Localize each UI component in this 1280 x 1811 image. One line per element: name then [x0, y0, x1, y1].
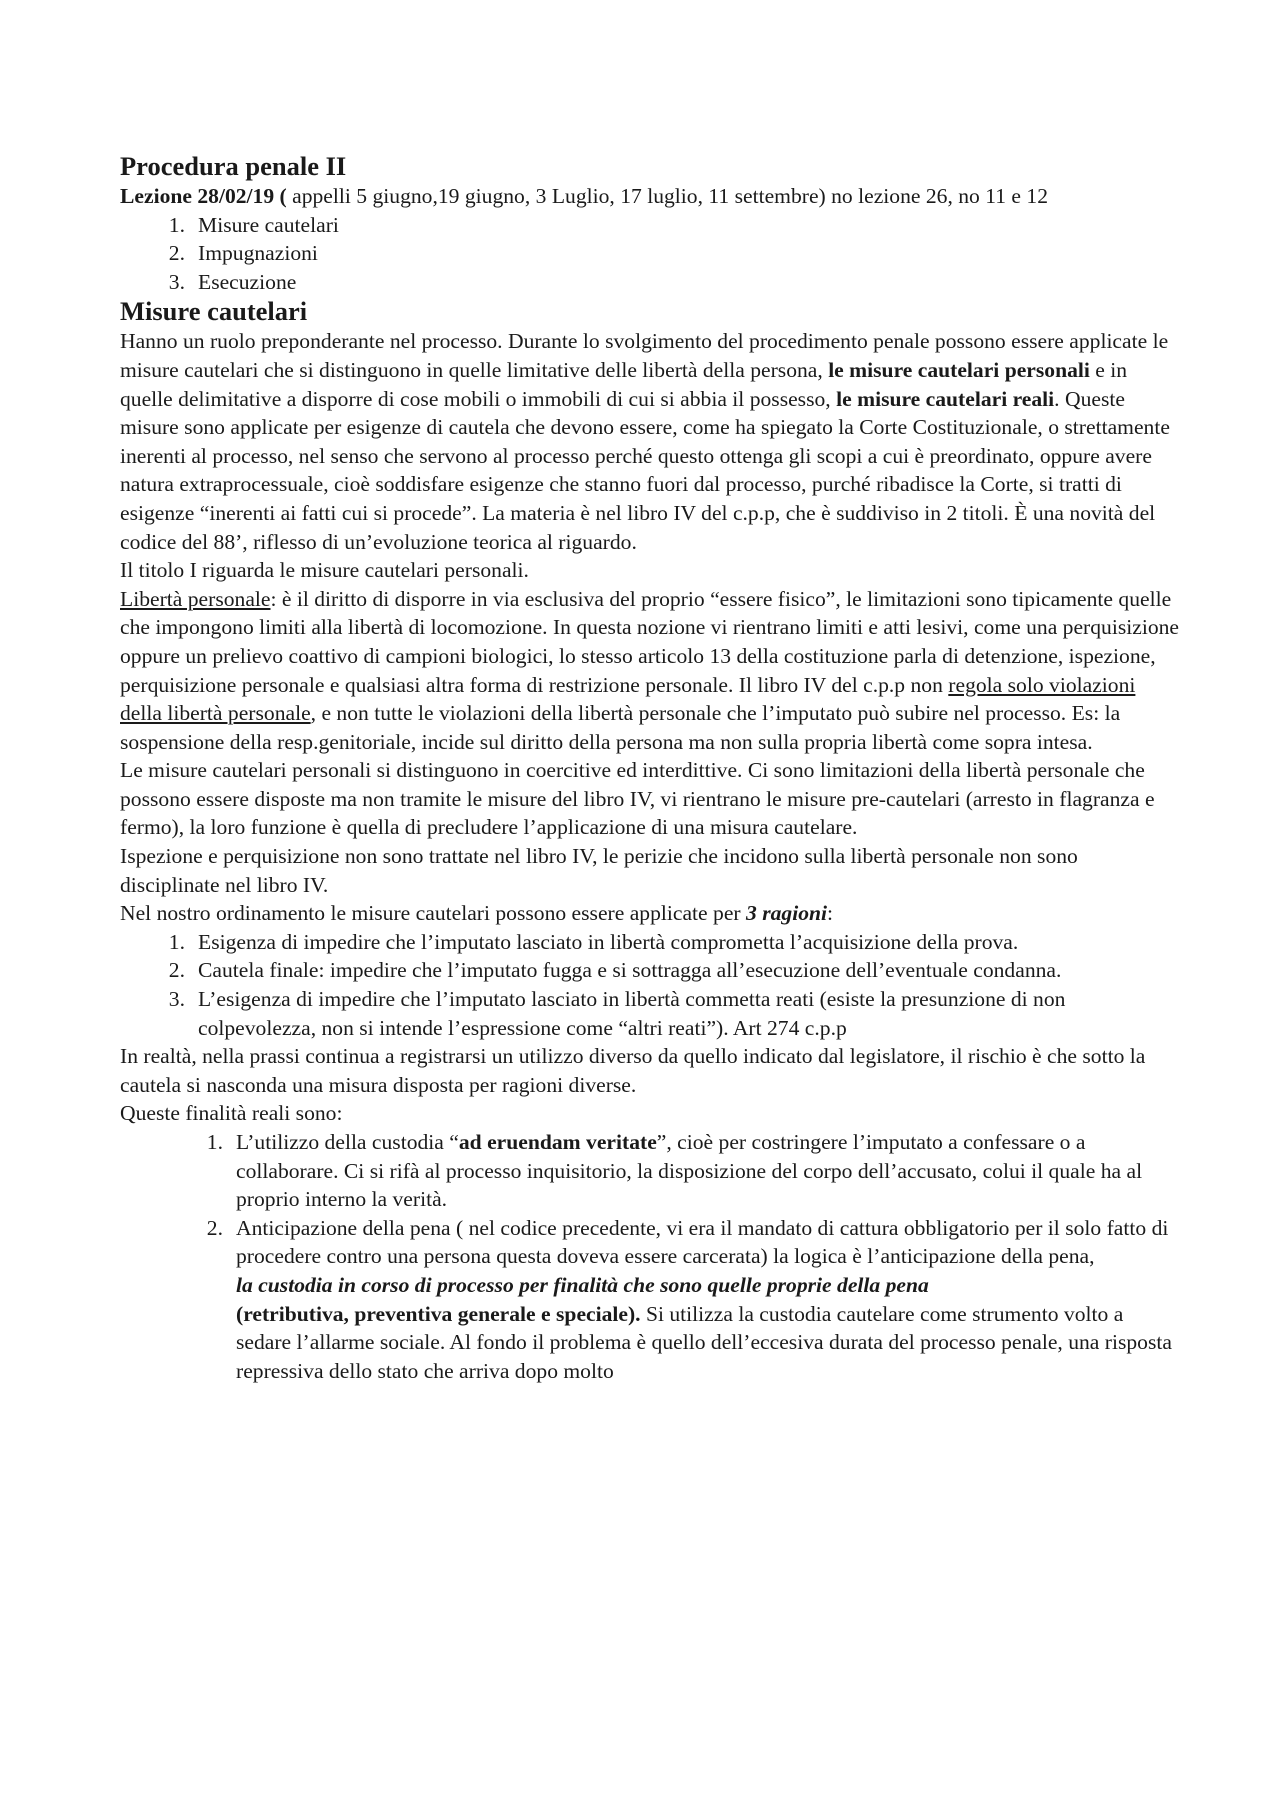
paragraph: Ispezione e perquisizione non sono trattate nel libro IV, le perizie che incidono sulla libertà personale non sono disciplinate nel libro IV. — [120, 844, 1078, 897]
paragraph: Hanno un ruolo preponderante nel processo. Durante lo svolgimento del procedimento penale possono essere applicate le misure cautelari che si distinguono in quelle limitative delle libertà della persona, le misure cautelari personali e in quelle delimitative a disporre di cose mobili o immobili di cui si abbia il possesso, le misure cautelari reali. Queste misure sono applicate per esigenze di cautela che devono essere, come ha spiegato la Corte Costituzionale, o strettamente inerenti al processo, nel senso che servono al processo perché questo ottenga gli scopi a cui è preordinato, oppure avere natura extraprocessuale, cioè soddisfare esigenze che stanno fuori dal processo, purché ribadisce la Corte, si tratti di esigenze “inerenti ai fatti cui si procede”. La materia è nel libro IV del c.p.p, che è suddiviso in 2 titoli. È una novità del codice del 88’, riflesso di un’evoluzione teorica al riguardo. — [120, 329, 1170, 554]
outline-list — [120, 211, 1180, 297]
list-item: 2. Anticipazione della pena ( nel codice precedente, vi era il mandato di cattura obbligatorio per il solo fatto di procedere contro una persona questa doveva essere carcerata) la logica è l’anticipazione della pena, la custodia in corso di processo per finalità che sono quelle proprie della pena (retributiva, preventiva generale e speciale). Si utilizza la custodia cautelare come strumento volto a sedare l’allarme sociale. Al fondo il problema è quello dell’eccesiva durata del processo penale, una risposta repressiva dello stato che arriva dopo molto — [206, 1215, 1172, 1383]
paragraph: Le misure cautelari personali si distinguono in coercitive ed interdittive. Ci sono limitazioni della libertà personale che possono essere disposte ma non tramite le misure del libro IV, vi rientrano le misure pre-cautelari (arresto in flagranza e fermo), la loro funzione è quella di precludere l’applicazione di una misura cautelare. — [120, 758, 1155, 840]
underlined-phrase: regola solo violazioni della libertà personale — [120, 672, 1136, 726]
paragraph: Nel nostro ordinamento le misure cautelari possono essere applicate per 3 ragioni: — [120, 901, 834, 926]
list-item: 2. Impugnazioni — [168, 241, 318, 266]
list-item: 1. L’utilizzo della custodia “ad eruendam veritate”, cioè per costringere l’imputato a confessare o a collaborare. Ci si rifà al processo inquisitorio, la disposizione del corpo dell’accusato, colui il quale ha al proprio interno la verità. — [206, 1130, 1143, 1212]
reasons-list — [120, 928, 1180, 1042]
paragraph: Il titolo I riguarda le misure cautelari personali. — [120, 558, 529, 583]
list-item: 3. L’esigenza di impedire che l’imputato lasciato in libertà commetta reati (esiste la presunzione di non colpevolezza, non si intende l’espressione come “altri reati”). Art 274 c.p.p — [168, 987, 1066, 1040]
lesson-details: appelli 5 giugno,19 giugno, 3 Luglio, 17 luglio, 11 settembre) no lezione 26, no 11 e 12 — [286, 184, 1048, 208]
list-item: 1. Esigenza di impedire che l’imputato lasciato in libertà comprometta l’acquisizione della prova. — [168, 929, 1019, 954]
list-item: 1. Misure cautelari — [168, 212, 339, 237]
paragraph: Queste finalità reali sono: — [120, 1101, 343, 1126]
paragraph: In realtà, nella prassi continua a registrarsi un utilizzo diverso da quello indicato dal legislatore, il rischio è che sotto la cautela si nasconda una misura disposta per ragioni diverse. — [120, 1044, 1146, 1097]
real-purposes-list — [120, 1128, 1180, 1385]
lesson-label: Lezione 28/02/19 ( — [120, 184, 287, 208]
lesson-line — [120, 182, 1180, 211]
document-title: Procedura penale II — [120, 151, 347, 181]
section-heading: Misure cautelari — [120, 296, 308, 327]
list-item: 3. Esecuzione — [168, 269, 297, 294]
underlined-term: Libertà personale — [120, 586, 271, 611]
document-page — [120, 150, 1180, 1385]
list-item: 2. Cautela finale: impedire che l’imputato fugga e si sottragga all’esecuzione dell’eventuale condanna. — [168, 958, 1062, 983]
paragraph: Libertà personale: è il diritto di disporre in via esclusiva del proprio “essere fisico”, le limitazioni sono tipicamente quelle che impongono limiti alla libertà di locomozione. In questa nozione vi rientrano limiti e atti lesivi, come una perquisizione oppure un prelievo coattivo di campioni biologici, lo stesso articolo 13 della costituzione parla di detenzione, ispezione, perquisizione personale e qualsiasi altra forma di restrizione personale. Il libro IV del c.p.p non regola solo violazioni della libertà personale, e non tutte le violazioni della libertà personale che l’imputato può subire nel processo. Es: la sospensione della resp.genitoriale, incide sul diritto della persona ma non sulla propria libertà come sopra intesa. — [120, 586, 1180, 754]
